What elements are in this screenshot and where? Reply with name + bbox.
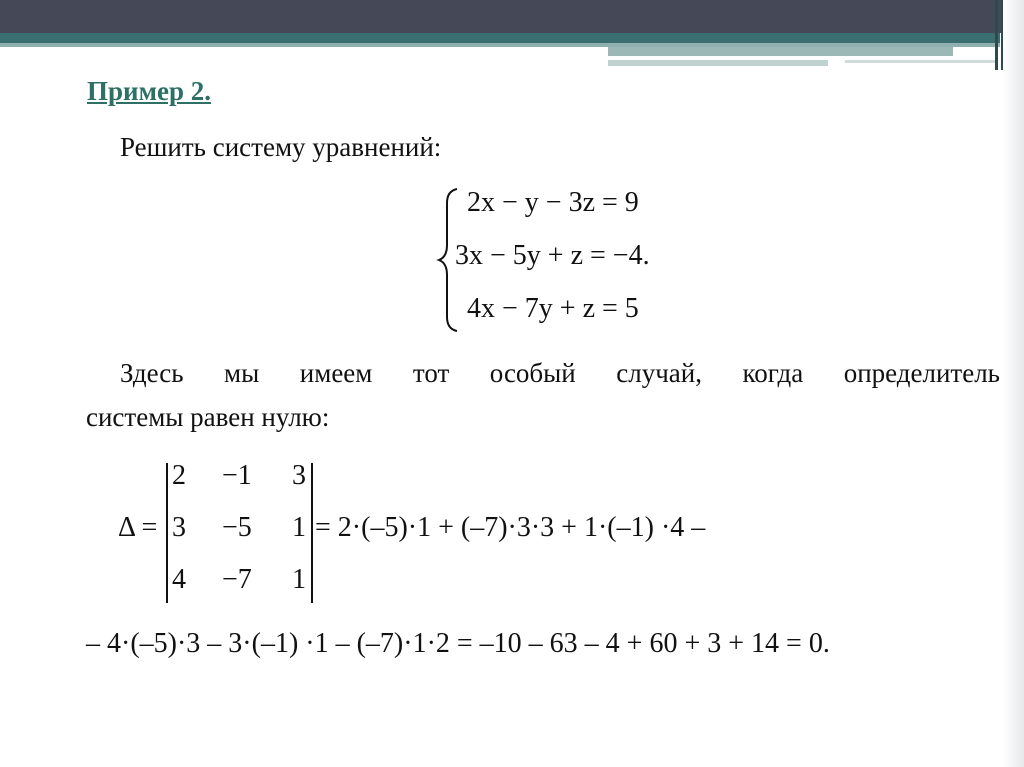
expansion-part-1: = 2·(–5)·1 + (–7)·3·3 + 1·(–1) ·4 –	[315, 512, 706, 543]
explanation-line-1: Здесь мы имеем тот особый случай, когда определитель	[120, 358, 1000, 388]
matrix-cell: 1	[292, 512, 306, 543]
determinant-left-bar	[166, 463, 168, 603]
equation-3: 4x − 7y + z = 5	[467, 293, 639, 324]
determinant	[118, 455, 818, 605]
expansion-part-2: – 4·(–5)·3 – 3·(–1) ·1 – (–7)·1·2 = –10 – 63 – 4 + 60 + 3 + 14 = 0.	[86, 628, 830, 659]
header-rule-3	[845, 60, 995, 63]
equation-system	[435, 185, 715, 335]
header-bar	[0, 0, 1024, 33]
matrix-cell: 2	[172, 460, 186, 491]
matrix-cell: 3	[292, 460, 306, 491]
matrix-cell: 3	[172, 512, 186, 543]
matrix-cell: −5	[222, 512, 252, 543]
matrix-cell: −7	[222, 564, 252, 595]
header-rule-1	[608, 47, 953, 56]
slide-title: Пример 2.	[87, 76, 211, 106]
determinant-right-bar	[311, 463, 313, 603]
explanation-line-2: системы равен нулю:	[86, 402, 330, 432]
equation-1: 2x − y − 3z = 9	[467, 187, 639, 218]
matrix-cell: 1	[292, 564, 306, 595]
delta-label: Δ =	[118, 512, 158, 543]
slide-right-edge	[1003, 0, 1024, 767]
header-accent-stripe	[0, 33, 1000, 43]
matrix-cell: 4	[172, 564, 186, 595]
equation-2: 3x − 5y + z = −4.	[455, 240, 650, 271]
header-rule-2	[608, 60, 828, 66]
matrix-cell: −1	[222, 460, 252, 491]
instruction-text: Решить систему уравнений:	[120, 132, 442, 162]
